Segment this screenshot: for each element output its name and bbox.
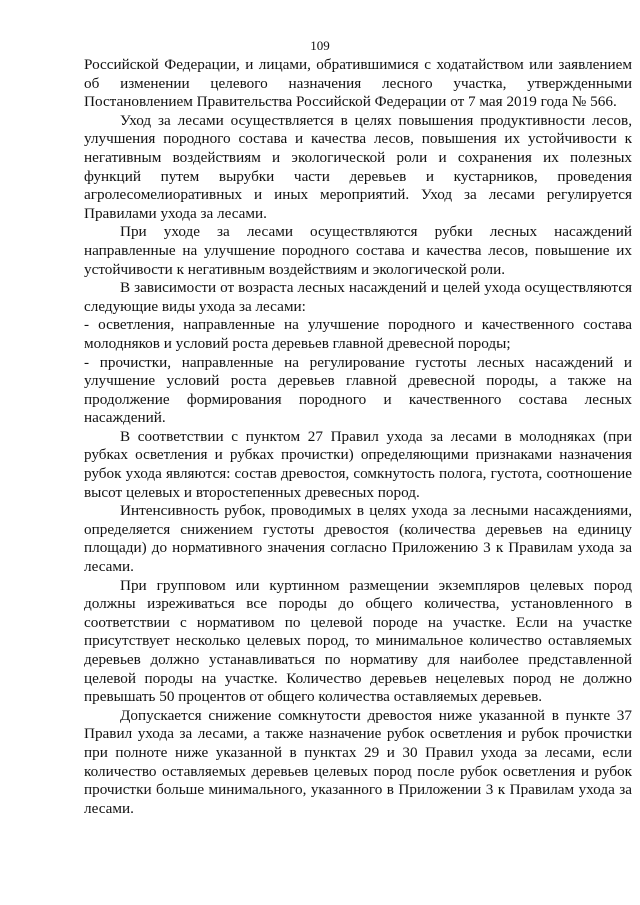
paragraph-continuation: Российской Федерации, и лицами, обратившимися с ходатайством или заявлением об изменении целевого назначения лесного участка, утвержденными Постановлением Правительства Российской Федерации от 7 мая 2019 года № 566. [84, 56, 632, 111]
paragraph-canopy-reduction: Допускается снижение сомкнутости древостоя ниже указанной в пункте 37 Правил ухода за лесами, а также назначение рубок осветления и рубок прочистки при полноте ниже указанной в пунктах 29 и 30 Правил ухода за лесами, если количество оставляемых деревьев целевых пород после рубок осветления и рубок прочистки больше минимального, указанного в Приложении 3 к Правилам ухода за лесами. [84, 706, 632, 817]
paragraph-group-placement: При групповом или куртинном размещении экземпляров целевых пород должны изреживаться все породы до общего количества, установленного в соответствии с нормативом по целевой породе на участке. Если на участке присутствует несколько целевых пород, то минимальное количество оставляемых деревьев должно устанавливаться по нормативу для наиболее представленной целевой породы на участке. Количество деревьев нецелевых пород не должно превышать 50 процентов от общего количества оставляемых деревьев. [84, 576, 632, 706]
list-item-clarification: - осветления, направленные на улучшение породного и качественного состава молодняков и условий роста деревьев главной древесной породы; [84, 316, 632, 352]
page-number: 109 [310, 38, 330, 53]
document-body [84, 56, 632, 818]
paragraph-point-27: В соответствии с пунктом 27 Правил ухода за лесами в молодняках (при рубках осветления и рубках прочистки) определяющими признаками назначения рубок ухода являются: состав древостоя, сомкнутость полога, густота, соотношение высот целевых и второстепенных древесных пород. [84, 427, 632, 501]
paragraph-felling-purpose: При уходе за лесами осуществляются рубки лесных насаждений направленные на улучшение породного состава и качества лесов, повышение их устойчивости к негативным воздействиям и экологической роли. [84, 223, 632, 278]
paragraph-care-types-intro: В зависимости от возраста лесных насаждений и целей ухода осуществляются следующие виды ухода за лесами: [84, 279, 632, 315]
list-item-cleaning: - прочистки, направленные на регулирование густоты лесных насаждений и улучшение условий роста деревьев главной древесной породы, а также на продолжение формирования породного и качественного состава лесных насаждений. [84, 353, 632, 427]
paragraph-forest-care-purpose: Уход за лесами осуществляется в целях повышения продуктивности лесов, улучшения породного состава и качества лесов, повышения их устойчивости к негативным воздействиям и экологической роли и сохранения их полезных функций путем вырубки части деревьев и кустарников, проведения агролесомелиоративных и иных мероприятий. Уход за лесами регулируется Правилами ухода за лесами. [84, 111, 632, 222]
paragraph-felling-intensity: Интенсивность рубок, проводимых в целях ухода за лесными насаждениями, определяется снижением густоты древостоя (количества деревьев на единицу площади) до нормативного значения согласно Приложению 3 к Правилам ухода за лесами. [84, 502, 632, 576]
